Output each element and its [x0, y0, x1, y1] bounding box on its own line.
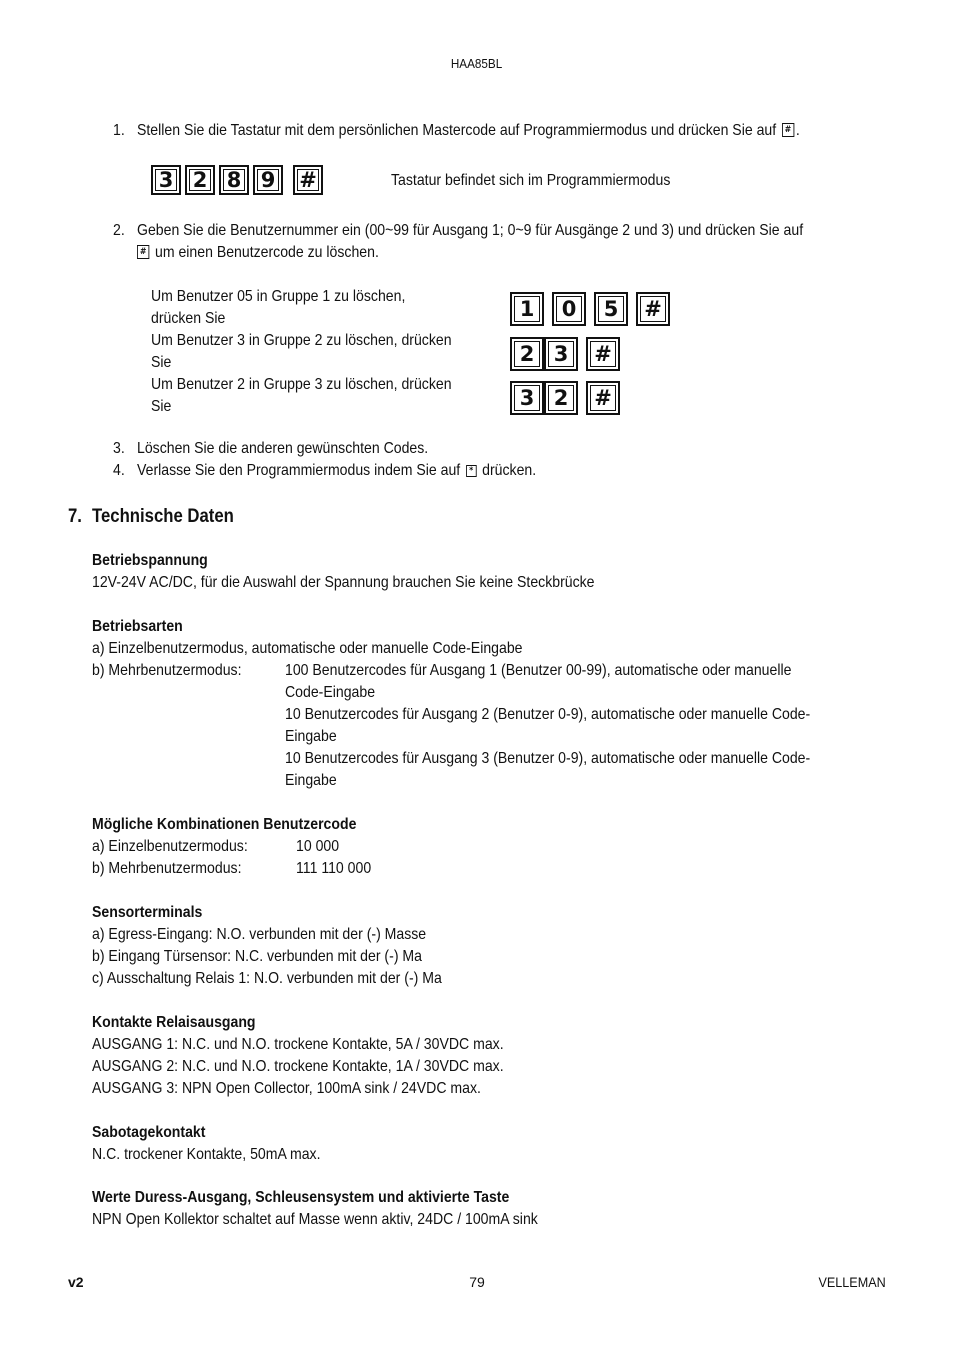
spec-kombinationen-title: Mögliche Kombinationen Benutzercode [92, 816, 357, 833]
step-4-text: Verlasse Sie den Programmiermodus indem Sie auf * drücken. [137, 462, 537, 479]
key-hash-icon: # [586, 337, 620, 371]
example-3-keys [510, 381, 624, 415]
step-4-number: 4. [113, 462, 125, 479]
step-1-number: 1. [113, 122, 125, 139]
example-2-text: Um Benutzer 3 in Gruppe 2 zu löschen, drücken Sie [151, 332, 452, 371]
example-1-text: Um Benutzer 05 in Gruppe 1 zu löschen, drücken Sie [151, 288, 406, 327]
section-title: Technische Daten [92, 506, 234, 527]
step-2-number: 2. [113, 222, 125, 239]
spec-sabotage-title: Sabotagekontakt [92, 1124, 206, 1141]
spec-sensor-c: c) Ausschaltung Relais 1: N.O. verbunden mit der (-) Ma [92, 970, 442, 987]
spec-kombinationen-a-label: a) Einzelbenutzermodus: [92, 838, 248, 855]
spec-betriebspannung-text: 12V-24V AC/DC, für die Auswahl der Spannung brauchen Sie keine Steckbrücke [92, 574, 595, 591]
key-0-icon: 0 [552, 292, 586, 326]
example-1-keys [510, 292, 674, 326]
programming-mode-note: Tastatur befindet sich im Programmiermodus [391, 172, 671, 189]
spec-duress-text: NPN Open Kollektor schaltet auf Masse wenn aktiv, 24DC / 100mA sink [92, 1211, 538, 1228]
star-key-icon: * [466, 465, 477, 477]
key-3-icon: 3 [510, 381, 544, 415]
spec-relais-2: AUSGANG 2: N.C. und N.O. trockene Kontakte, 1A / 30VDC max. [92, 1058, 504, 1075]
spec-betriebsarten-b-details: 100 Benutzercodes für Ausgang 1 (Benutzer 00-99), automatische oder manuelle Code-Eingabe 10 Benutzercodes für Ausgang 2 (Benutzer 0-9), automatische oder manuelle Code- Eingabe 10 Benutzercodes für Ausgang 3 (Benutzer 0-9), automatische oder manuelle Code- Eingabe [285, 662, 811, 789]
spec-betriebsarten-b-label: b) Mehrbenutzermodus: [92, 662, 242, 679]
example-3-text: Um Benutzer 2 in Gruppe 3 zu löschen, drücken Sie [151, 376, 452, 415]
spec-kombinationen-b-value: 111 110 000 [296, 860, 372, 877]
spec-betriebsarten-title: Betriebsarten [92, 618, 183, 635]
step-2-line-1: Geben Sie die Benutzernummer ein (00~99 für Ausgang 1; 0~9 für Ausgänge 2 und 3) und drücken Sie auf [137, 222, 804, 239]
key-2-icon: 2 [544, 381, 578, 415]
key-1-icon: 1 [510, 292, 544, 326]
spec-sensor-a: a) Egress-Eingang: N.O. verbunden mit der (-) Masse [92, 926, 427, 943]
spec-duress-title: Werte Duress-Ausgang, Schleusensystem und aktivierte Taste [92, 1189, 510, 1206]
step-2-line-2: # um einen Benutzercode zu löschen. [137, 242, 379, 264]
spec-relais-1: AUSGANG 1: N.C. und N.O. trockene Kontakte, 5A / 30VDC max. [92, 1036, 504, 1053]
spec-sabotage-text: N.C. trockener Kontakte, 50mA max. [92, 1146, 321, 1163]
key-hash-icon: # [293, 165, 323, 195]
footer-brand: VELLEMAN [818, 1274, 886, 1290]
footer-version: v2 [68, 1274, 84, 1290]
spec-relais-title: Kontakte Relaisausgang [92, 1014, 256, 1031]
key-5-icon: 5 [594, 292, 628, 326]
key-2-icon: 2 [185, 165, 215, 195]
spec-relais-3: AUSGANG 3: NPN Open Collector, 100mA sink / 24VDC max. [92, 1080, 481, 1097]
spec-sensor-title: Sensorterminals [92, 904, 203, 921]
hash-key-icon: # [137, 245, 149, 259]
model-label: HAA85BL [451, 56, 503, 71]
key-3-icon: 3 [544, 337, 578, 371]
spec-betriebsarten-a: a) Einzelbenutzermodus, automatische oder manuelle Code-Eingabe [92, 640, 523, 657]
section-number: 7. [68, 506, 82, 527]
footer-page-number: 79 [469, 1274, 485, 1290]
master-code-keys [151, 165, 327, 195]
key-8-icon: 8 [219, 165, 249, 195]
step-1-text: Stellen Sie die Tastatur mit dem persönlichen Mastercode auf Programmiermodus und drücken Sie auf # . [137, 122, 800, 139]
key-2-icon: 2 [510, 337, 544, 371]
spec-betriebspannung-title: Betriebspannung [92, 552, 208, 569]
key-hash-icon: # [586, 381, 620, 415]
page-header [0, 56, 954, 71]
step-3-text: Löschen Sie die anderen gewünschten Codes. [137, 440, 429, 457]
spec-kombinationen-a-value: 10 000 [296, 838, 340, 855]
key-hash-icon: # [636, 292, 670, 326]
key-9-icon: 9 [253, 165, 283, 195]
spec-sensor-b: b) Eingang Türsensor: N.C. verbunden mit der (-) Ma [92, 948, 422, 965]
spec-kombinationen-b-label: b) Mehrbenutzermodus: [92, 860, 242, 877]
step-3-number: 3. [113, 440, 125, 457]
key-3-icon: 3 [151, 165, 181, 195]
example-2-keys [510, 337, 624, 371]
hash-key-icon: # [782, 123, 794, 137]
